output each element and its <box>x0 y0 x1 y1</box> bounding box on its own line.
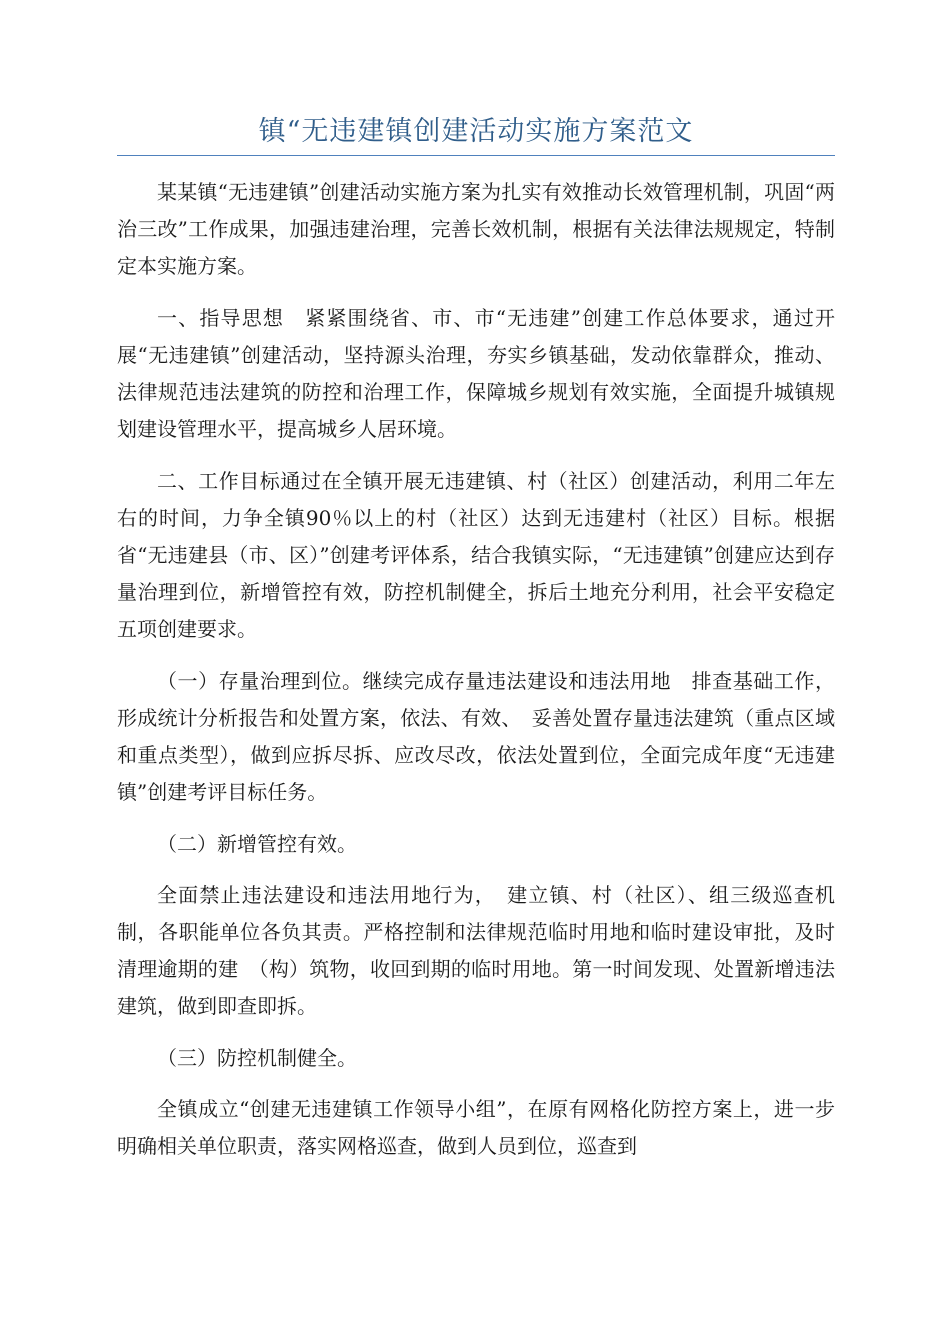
paragraph-intro: 某某镇“无违建镇”创建活动实施方案为扎实有效推动长效管理机制，巩固“两治三改”工作成果，加强违建治理，完善长效机制，根据有关法律法规规定，特制定本实施方案。 <box>117 180 835 278</box>
paragraph-work-goals: 二、工作目标通过在全镇开展无违建镇、村（社区）创建活动，利用二年左右的时间，力争全镇90％以上的村（社区）达到无违建村（社区）目标。根据省“无违建县（市、区）”创建考评体系，结合我镇实际，“无违建镇”创建应达到存量治理到位，新增管控有效，防控机制健全，拆后土地充分利用，社会平安稳定五项创建要求。 <box>117 469 835 641</box>
document-body <box>117 174 835 1180</box>
paragraph-guiding-ideology: 一、指导思想 紧紧围绕省、市、市“无违建”创建工作总体要求，通过开展“无违建镇”创建活动，坚持源头治理，夯实乡镇基础，发动依靠群众，推动、法律规范违法建筑的防控和治理工作，保障城乡规划有效实施，全面提升城镇规划建设管理水平，提高城乡人居环境。 <box>117 306 835 441</box>
paragraph-prevention-mechanism: 全镇成立“创建无违建镇工作领导小组”，在原有网格化防控方案上，进一步明确相关单位职责，落实网格巡查，做到人员到位，巡查到 <box>117 1097 835 1158</box>
heading-new-control: （二）新增管控有效。 <box>157 832 357 856</box>
heading-prevention-mechanism: （三）防控机制健全。 <box>157 1046 357 1070</box>
document-title: 镇“无违建镇创建活动实施方案范文 <box>258 116 694 147</box>
paragraph-stock-governance: （一）存量治理到位。继续完成存量违法建设和违法用地 排查基础工作，形成统计分析报告和处置方案，依法、有效、 妥善处置存量违法建筑（重点区域和重点类型），做到应拆尽拆、应改尽改，依法处置到位，全面完成年度“无违建镇”创建考评目标任务。 <box>117 669 835 804</box>
title-underline <box>117 155 835 156</box>
paragraph-new-control: 全面禁止违法建设和违法用地行为， 建立镇、村（社区）、组三级巡查机制，各职能单位各负其责。严格控制和法律规范临时用地和临时建设审批，及时清理逾期的建 （构）筑物，收回到期的临时用地。第一时间发现、处置新增违法建筑，做到即查即拆。 <box>117 883 835 1018</box>
